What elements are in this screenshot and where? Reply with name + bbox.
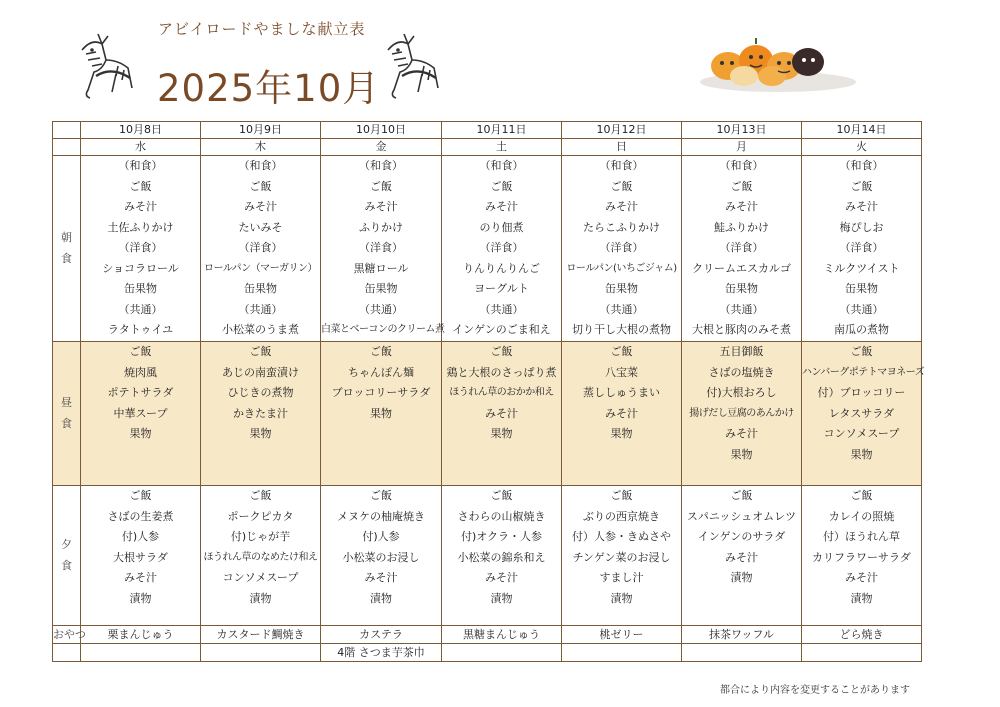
menu-item: インゲンのごま和え <box>452 323 551 336</box>
date-row <box>53 122 922 139</box>
menu-item: ショコラロール <box>102 261 179 275</box>
menu-item: りんりんりんご <box>463 261 540 275</box>
weekday-cell: 水 <box>81 139 201 156</box>
menu-item: ご飯 <box>610 179 633 193</box>
menu-subtitle: アビイロードやましな献立表 <box>158 20 366 38</box>
menu-item: ご飯 <box>129 345 152 358</box>
menu-item: たらこふりかけ <box>583 220 660 234</box>
menu-item: ご飯 <box>370 345 392 358</box>
menu-item: 小松菜の錦糸和え <box>457 550 546 564</box>
menu-item: （共通） <box>839 302 884 316</box>
menu-item: さわらの山椒焼き <box>457 509 546 523</box>
menu-item: （共通） <box>359 302 403 316</box>
menu-item: ご飯 <box>730 179 753 193</box>
snack-row <box>53 626 922 644</box>
menu-item: （洋食） <box>599 241 644 254</box>
extra-cell <box>442 644 562 662</box>
menu-item: のり佃煮 <box>479 220 524 234</box>
dinner-label: 夕 食 <box>53 486 81 626</box>
menu-item: （洋食） <box>359 241 403 254</box>
breakfast-cell <box>321 156 445 342</box>
extra-cell <box>562 644 682 662</box>
menu-item: みそ汁 <box>605 406 638 420</box>
menu-item: ポテトサラダ <box>107 386 174 399</box>
menu-item: 果物 <box>370 406 392 420</box>
breakfast-cell <box>81 156 201 342</box>
date-cell: 10月13日 <box>682 122 802 139</box>
menu-item: 果物 <box>850 447 873 461</box>
extra-cell: 4階 さつま芋茶巾 <box>321 644 442 662</box>
menu-item: ミルクツイスト <box>823 261 900 275</box>
menu-item: みそ汁 <box>485 200 518 213</box>
menu-item: （共通） <box>599 302 644 316</box>
menu-item: 付）ブロッコリー <box>817 386 906 399</box>
menu-item: ご飯 <box>129 489 152 502</box>
lunch-cell <box>442 342 562 486</box>
menu-item: 缶果物 <box>845 282 878 295</box>
menu-item: （洋食） <box>479 241 524 254</box>
menu-item: 漬物 <box>490 591 513 605</box>
menu-item: （洋食） <box>118 241 163 254</box>
menu-item: （和食） <box>599 159 644 172</box>
menu-item: さばの生姜煮 <box>107 509 174 523</box>
menu-item: ぶりの西京焼き <box>583 509 660 523</box>
menu-item: ハンバーグポテトマヨネーズ <box>802 366 925 378</box>
menu-item: 缶果物 <box>124 282 157 295</box>
snack-cell: カスタード鯛焼き <box>201 626 321 644</box>
menu-item: （洋食） <box>238 241 283 254</box>
menu-item: （和食） <box>238 159 283 172</box>
menu-item: カリフラワーサラダ <box>812 550 911 564</box>
weekday-cell: 日 <box>562 139 682 156</box>
menu-item: みそ汁 <box>725 550 758 564</box>
menu-item: 漬物 <box>730 571 753 584</box>
menu-item: インゲンのサラダ <box>697 530 786 543</box>
menu-item: レタスサラダ <box>828 406 895 420</box>
menu-item: 大根と豚肉のみそ煮 <box>692 323 791 336</box>
menu-item: みそ汁 <box>364 571 398 584</box>
menu-item: 小松菜のお浸し <box>342 550 420 564</box>
extra-cell <box>81 644 201 662</box>
menu-item: ご飯 <box>490 345 513 358</box>
menu-item: 果物 <box>610 427 633 440</box>
menu-item: 付)オクラ・人参 <box>460 530 543 543</box>
lunch-row <box>53 342 922 486</box>
footer-note: 都合により内容を変更することがあります <box>720 685 910 696</box>
weekday-cell: 土 <box>442 139 562 156</box>
weekly-menu-table <box>52 121 925 662</box>
menu-item: 黒糖ロール <box>353 261 409 275</box>
menu-item: 漬物 <box>129 591 152 605</box>
lunch-cell <box>201 342 321 486</box>
breakfast-cell <box>201 156 321 342</box>
date-cell: 10月8日 <box>81 122 201 139</box>
breakfast-label: 朝 食 <box>53 156 81 342</box>
snack-label: おやつ <box>53 626 81 644</box>
menu-item: ご飯 <box>610 489 633 502</box>
date-cell: 10月10日 <box>321 122 442 139</box>
menu-item: クリームエスカルゴ <box>692 261 791 275</box>
menu-item: ご飯 <box>850 345 873 358</box>
menu-item: 鶏と大根のさっぱり煮 <box>446 365 557 379</box>
menu-item: みそ汁 <box>845 571 878 584</box>
menu-item: 梅ぴしお <box>839 220 884 234</box>
lunch-cell <box>81 342 201 486</box>
menu-item: 焼肉風 <box>124 365 157 379</box>
menu-item: 缶果物 <box>605 282 638 295</box>
menu-item: （共通） <box>238 302 283 316</box>
menu-item: ご飯 <box>850 489 873 502</box>
menu-item: スパニッシュオムレツ <box>686 509 797 523</box>
corner-cell <box>53 139 81 156</box>
menu-item: 付)じゃが芋 <box>230 530 291 543</box>
date-cell: 10月14日 <box>802 122 922 139</box>
date-cell: 10月11日 <box>442 122 562 139</box>
menu-item: 果物 <box>730 447 753 461</box>
menu-item: 蒸ししゅうまい <box>583 386 660 399</box>
dinner-cell <box>442 486 562 626</box>
menu-item: みそ汁 <box>485 406 518 420</box>
menu-item: （和食） <box>479 159 524 172</box>
menu-item: カレイの照焼 <box>828 509 895 523</box>
date-cell: 10月12日 <box>562 122 682 139</box>
menu-item: ラタトゥイユ <box>107 323 174 336</box>
breakfast-cell <box>562 156 682 342</box>
menu-item: みそ汁 <box>124 571 157 584</box>
extra-cell <box>201 644 321 662</box>
menu-item: ほうれん草のなめたけ和え <box>203 551 318 563</box>
pumpkin-sweets-illustration <box>698 32 858 94</box>
menu-item: 付)大根おろし <box>706 386 777 399</box>
menu-item: メヌケの柚庵焼き <box>337 509 425 523</box>
menu-item: 土佐ふりかけ <box>107 220 174 234</box>
menu-item: みそ汁 <box>485 571 518 584</box>
menu-item: みそ汁 <box>725 427 758 440</box>
menu-item: 付）人参・きぬさや <box>572 530 671 543</box>
snack-cell: どら焼き <box>802 626 922 644</box>
menu-item: 果物 <box>490 427 513 440</box>
menu-item: 漬物 <box>610 591 633 605</box>
lunch-cell <box>802 342 925 486</box>
menu-item: 鮭ふりかけ <box>714 220 769 234</box>
menu-item: さばの塩焼き <box>708 365 775 379</box>
zebra-logo-left <box>72 30 144 102</box>
weekday-cell: 火 <box>802 139 922 156</box>
menu-item: （和食） <box>839 159 884 172</box>
menu-item: ご飯 <box>490 179 513 193</box>
menu-item: ご飯 <box>249 179 272 193</box>
lunch-cell <box>562 342 682 486</box>
menu-item: ご飯 <box>249 489 272 502</box>
menu-item: （共通） <box>719 302 764 316</box>
breakfast-cell <box>442 156 562 342</box>
dinner-cell <box>802 486 922 626</box>
menu-item: みそ汁 <box>244 200 277 213</box>
menu-item: 大根サラダ <box>113 550 168 564</box>
zebra-logo-right <box>378 30 450 102</box>
menu-item: 南瓜の煮物 <box>834 323 889 336</box>
dinner-cell <box>562 486 682 626</box>
menu-item: （和食） <box>719 159 764 172</box>
menu-item: あじの南蛮漬け <box>222 365 299 379</box>
menu-item: みそ汁 <box>605 200 638 213</box>
snack-cell: 栗まんじゅう <box>81 626 201 644</box>
menu-item: ポークピカタ <box>227 509 294 523</box>
menu-item: （洋食） <box>719 241 764 254</box>
menu-item: ご飯 <box>370 179 392 193</box>
menu-item: みそ汁 <box>364 200 398 213</box>
menu-item: （和食） <box>118 159 163 172</box>
menu-item: 果物 <box>129 427 152 440</box>
menu-item: みそ汁 <box>845 200 878 213</box>
menu-item: （洋食） <box>839 241 884 254</box>
menu-item: すまし汁 <box>599 571 644 584</box>
menu-item: 付)人参 <box>362 530 400 543</box>
menu-item: ご飯 <box>129 179 152 193</box>
menu-item: ご飯 <box>730 489 753 502</box>
lunch-cell <box>682 342 802 486</box>
extra-row <box>53 644 922 662</box>
dinner-cell <box>81 486 201 626</box>
menu-item: みそ汁 <box>725 200 758 213</box>
menu-item: ひじきの煮物 <box>227 386 294 399</box>
weekday-cell: 金 <box>321 139 442 156</box>
snack-cell: カステラ <box>321 626 442 644</box>
menu-item: 缶果物 <box>364 282 398 295</box>
lunch-cell <box>321 342 442 486</box>
dinner-cell <box>201 486 321 626</box>
extra-cell <box>802 644 922 662</box>
menu-item: 付)人参 <box>121 530 160 543</box>
menu-item: 小松菜のうま煮 <box>222 323 299 336</box>
menu-item: 中華スープ <box>113 406 168 420</box>
menu-item: ヨーグルト <box>474 282 529 295</box>
weekday-row <box>53 139 922 156</box>
breakfast-cell <box>802 156 922 342</box>
menu-item: ご飯 <box>850 179 873 193</box>
dinner-row <box>53 486 922 626</box>
corner-cell <box>53 122 81 139</box>
menu-item: ロールパン(いちごジャム) <box>566 262 677 274</box>
menu-item: 揚げだし豆腐のあんかけ <box>689 407 794 419</box>
menu-item: ちゃんぽん麺 <box>348 365 414 379</box>
menu-item: みそ汁 <box>124 200 157 213</box>
menu-item: 漬物 <box>370 591 392 605</box>
snack-cell: 抹茶ワッフル <box>682 626 802 644</box>
menu-item: 漬物 <box>249 591 272 605</box>
breakfast-cell <box>682 156 802 342</box>
menu-item: コンソメスープ <box>823 427 900 440</box>
weekday-cell: 木 <box>201 139 321 156</box>
menu-item: （共通） <box>479 302 524 316</box>
menu-item: チンゲン菜のお浸し <box>572 550 671 564</box>
menu-item: （共通） <box>118 302 163 316</box>
menu-item: 果物 <box>249 427 272 440</box>
menu-item: ほうれん草のおかか和え <box>449 387 554 398</box>
menu-item: たいみそ <box>238 220 283 234</box>
menu-item: ふりかけ <box>359 220 403 234</box>
extra-cell <box>682 644 802 662</box>
menu-item: 八宝菜 <box>605 365 638 379</box>
menu-item: 五目御飯 <box>719 345 764 358</box>
menu-item: かきたま汁 <box>233 406 288 420</box>
menu-item: ロールパン（マーガリン） <box>204 262 317 274</box>
extra-label <box>53 644 81 662</box>
snack-cell: 黒糖まんじゅう <box>442 626 562 644</box>
menu-item: ご飯 <box>370 489 392 502</box>
menu-item: 切り干し大根の煮物 <box>572 323 671 336</box>
date-cell: 10月9日 <box>201 122 321 139</box>
menu-item: 付）ほうれん草 <box>823 530 900 543</box>
menu-item: ご飯 <box>490 489 513 502</box>
menu-item: ご飯 <box>249 345 272 358</box>
lunch-label: 昼 食 <box>53 342 81 486</box>
menu-item: 漬物 <box>850 591 873 605</box>
menu-item: 白菜とベーコンのクリーム煮 <box>321 324 445 335</box>
menu-item: 缶果物 <box>725 282 758 295</box>
snack-cell: 桃ゼリー <box>562 626 682 644</box>
dinner-cell <box>321 486 442 626</box>
menu-title: 2025年10月 <box>157 67 381 110</box>
menu-item: 缶果物 <box>244 282 277 295</box>
menu-item: コンソメスープ <box>222 571 299 584</box>
menu-item: ブロッコリーサラダ <box>331 386 431 399</box>
menu-item: （和食） <box>359 159 403 172</box>
weekday-cell: 月 <box>682 139 802 156</box>
menu-item: ご飯 <box>610 345 633 358</box>
breakfast-row <box>53 156 922 342</box>
dinner-cell <box>682 486 802 626</box>
